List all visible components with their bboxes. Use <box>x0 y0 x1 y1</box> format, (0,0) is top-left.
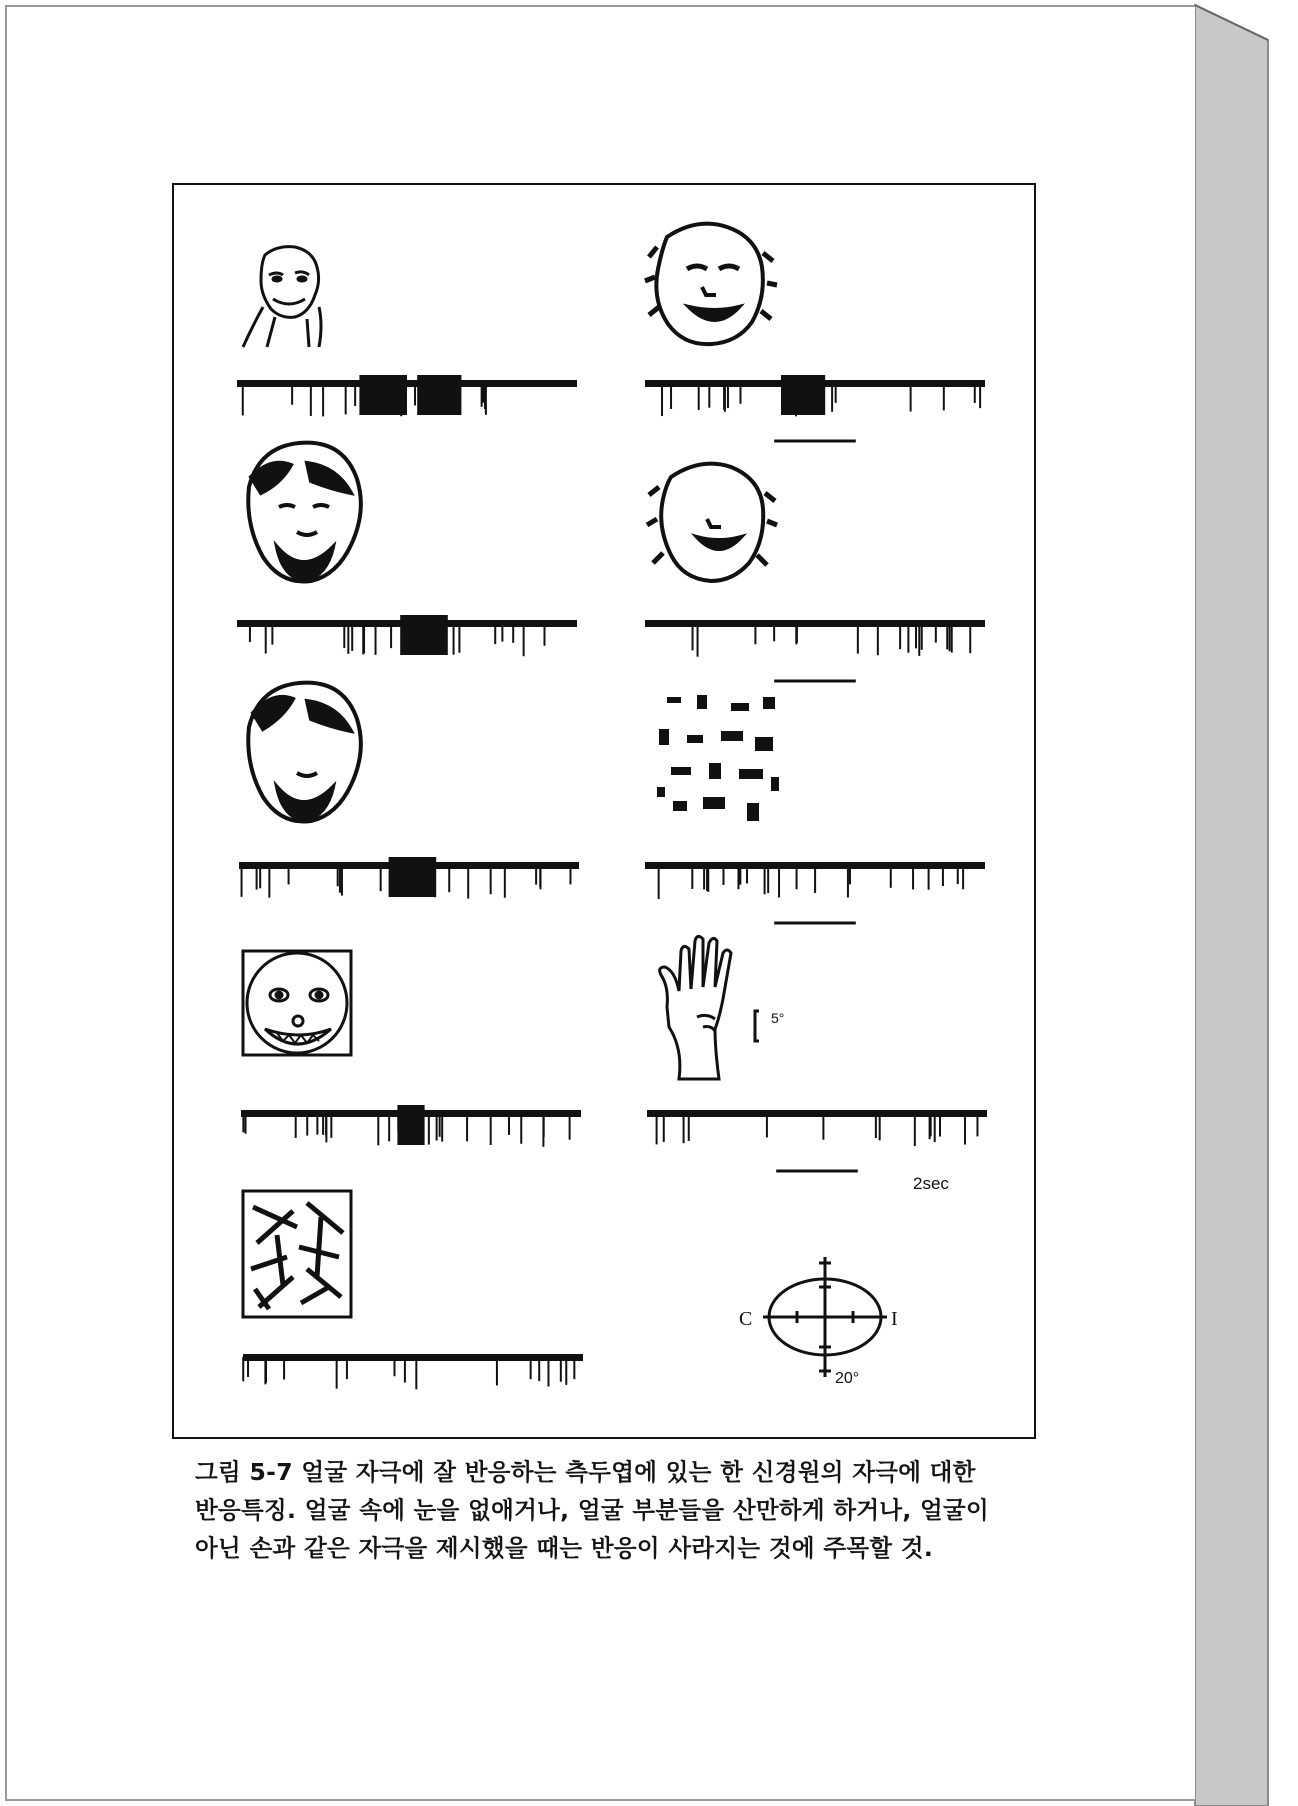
book-page <box>5 5 1195 1801</box>
gorilla-no-eyes-drawing <box>647 464 777 581</box>
caption-line-2: 반응특징. 얼굴 속에 눈을 없애거나, 얼굴 부분들을 산만하게 하거나, 얼굴이 <box>195 1496 990 1524</box>
caption-line-3: 아닌 손과 같은 자극을 제시했을 때는 반응이 사라지는 것에 주목할 것. <box>195 1534 934 1562</box>
hand-drawing <box>660 936 731 1079</box>
visual-field-diagram <box>763 1257 887 1377</box>
scrambled-face-drawing <box>657 695 779 821</box>
degree-20-label: 20° <box>835 1370 860 1387</box>
bearded-man-no-eyes-drawing <box>248 683 361 822</box>
cartoon-face-drawing <box>243 951 351 1055</box>
spike-trace-9 <box>243 1354 583 1389</box>
spike-trace-6 <box>645 862 985 923</box>
gorilla-face-drawing <box>645 224 777 344</box>
spike-burst <box>397 1105 424 1145</box>
spike-trace-3 <box>237 615 577 656</box>
spike-trace-7 <box>241 1105 581 1147</box>
spike-burst <box>400 615 448 655</box>
trace-baseline <box>647 1110 987 1117</box>
spike-trace-8 <box>647 1110 987 1171</box>
ipsilateral-label: I <box>891 1308 898 1330</box>
trace-baseline <box>243 1354 583 1361</box>
spike-trace-5 <box>239 857 579 899</box>
spike-burst <box>781 375 825 415</box>
contralateral-label: C <box>739 1308 753 1330</box>
spike-trace-4 <box>645 620 985 681</box>
spike-burst <box>417 375 461 415</box>
degree-5-label: 5° <box>771 1010 785 1026</box>
monkey-face-drawing <box>243 247 321 347</box>
random-lines-drawing <box>243 1191 351 1317</box>
spike-trace-2 <box>645 375 985 441</box>
bearded-man-face-drawing <box>248 443 361 582</box>
degree-scale-bracket <box>755 1011 759 1041</box>
spike-trace-1 <box>237 375 577 416</box>
time-scale-label: 2sec <box>913 1174 949 1193</box>
caption-line-1: 그림 5-7 얼굴 자극에 잘 반응하는 측두엽에 있는 한 신경원의 자극에 대한 <box>195 1458 976 1486</box>
figure-caption <box>195 1453 1035 1567</box>
trace-baseline <box>645 620 985 627</box>
